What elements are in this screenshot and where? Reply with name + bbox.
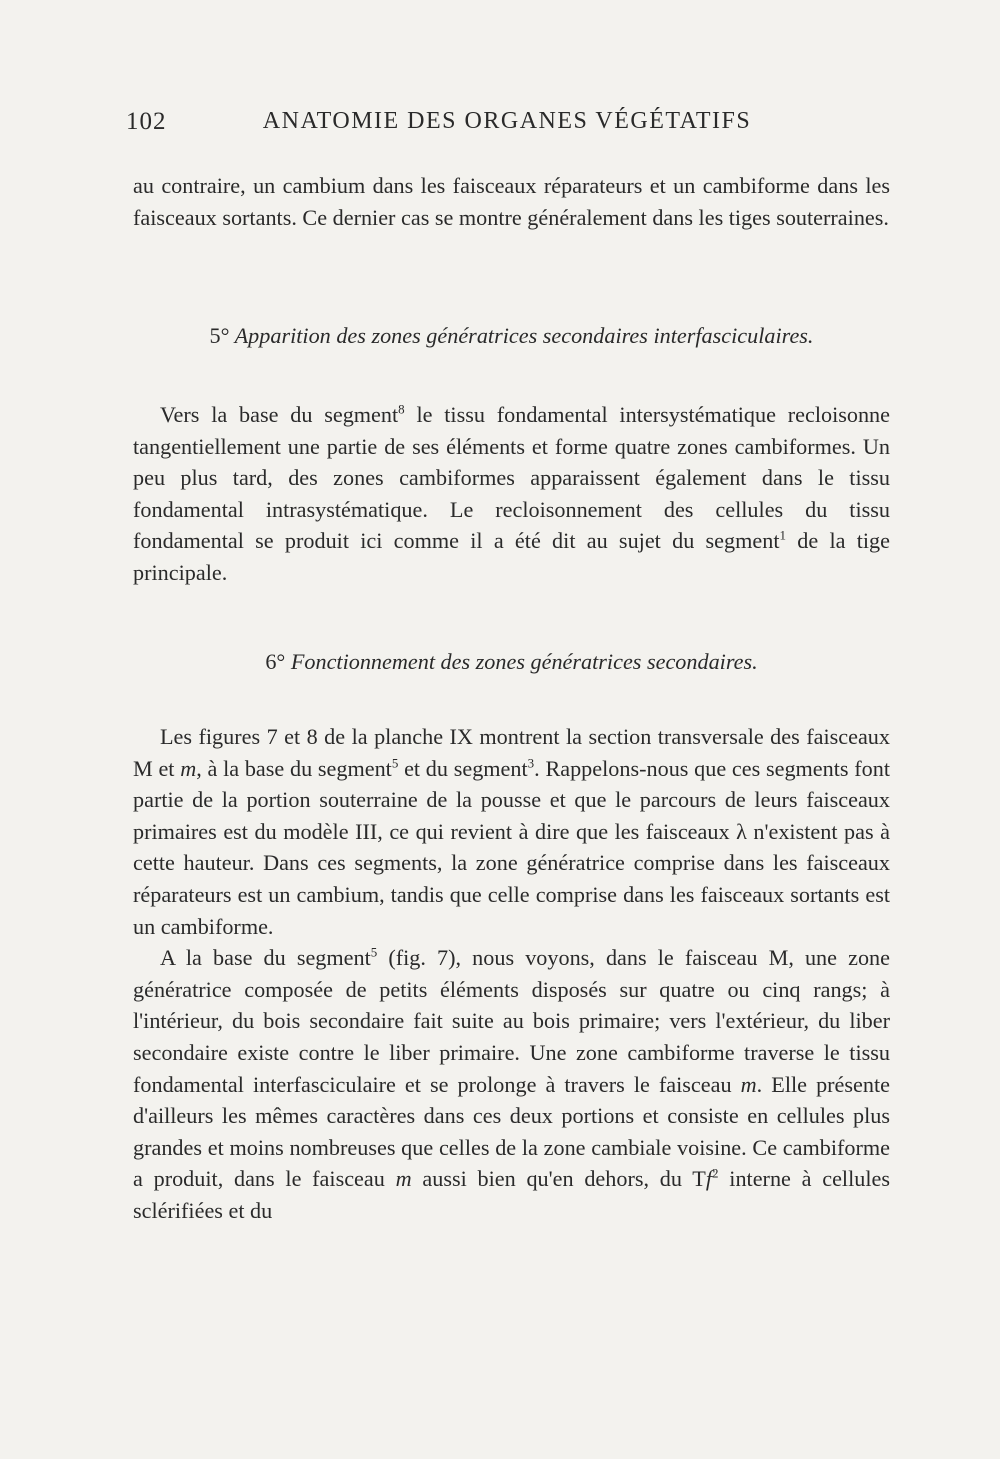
superscript: 5 xyxy=(391,755,399,771)
paragraph-1-text: au contraire, un cambium dans les faisceaux réparateurs et un cambiforme dans les faisceaux sortants. Ce dernier cas se montre généralement dans les tiges souterraines. xyxy=(133,173,890,230)
superscript: 8 xyxy=(398,401,405,417)
paragraphs-3-4 xyxy=(133,721,890,1227)
italic-variable: m xyxy=(180,755,197,781)
text-run: et du segment xyxy=(398,755,528,781)
section-heading-6 xyxy=(133,649,890,675)
text-run: (fig. 7), nous voyons, dans le faisceau M, une zone génératrice composée de petits éléments disposés sur quatre ou cinq rangs; à l'intérieur, du bois secondaire fait suite au bois primaire; vers l'extérieur, du liber secondaire existe contre le liber primaire. Une zone cambiforme traverse le tissu fondamental interfasciculaire et se prolonge à travers le faisceau xyxy=(133,945,890,1097)
paragraph-2-text xyxy=(133,399,890,589)
page-number: 102 xyxy=(126,108,167,135)
section-title: Fonctionnement des zones génératrices secondaires. xyxy=(290,649,758,674)
section-number: 5° xyxy=(209,323,230,348)
italic-variable: f xyxy=(705,1166,713,1192)
running-title: ANATOMIE DES ORGANES VÉGÉTATIFS xyxy=(262,108,752,134)
page-header xyxy=(126,108,888,142)
text-run: , à la base du segment xyxy=(196,755,392,781)
superscript: 1 xyxy=(779,527,786,543)
text-run: aussi bien qu'en dehors, du T xyxy=(411,1166,706,1192)
superscript: 3 xyxy=(527,755,535,771)
text-run: interne à cellules sclérifiées et du xyxy=(133,1166,890,1223)
italic-variable: m xyxy=(740,1071,757,1097)
paragraph-4-text xyxy=(133,942,890,1226)
text-run: Les figures 7 et 8 de la planche IX montrent la section transversale des faisceaux M et xyxy=(133,724,890,781)
text-run: de la tige principale. xyxy=(133,528,890,585)
text-run: Vers la base du segment xyxy=(160,402,399,427)
text-run: le tissu fondamental intersystématique recloisonne tangentiellement une partie de ses éléments et forme quatre zones cambiformes. Un peu plus tard, des zones cambiformes apparaissent également dans le tissu fondamental intrasystématique. Le recloisonnement des cellules du tissu fondamental se produit ici comme il a été dit au sujet du segment xyxy=(133,402,891,554)
section-title: Apparition des zones génératrices secondaires interfasciculaires. xyxy=(234,323,814,348)
text-run: A la base du segment xyxy=(160,945,371,971)
section-heading-5 xyxy=(133,323,890,349)
superscript: 5 xyxy=(370,944,378,960)
superscript: 2 xyxy=(712,1165,719,1181)
text-run: . Rappelons-nous que ces segments font partie de la portion souterraine de la pousse et que le parcours de leurs faisceaux primaires est du modèle III, ce qui revient à dire que les faisceaux λ n'existent pas à cette hauteur. Dans ces segments, la zone génératrice comprise dans les faisceaux réparateurs est un cambium, tandis que celle comprise dans les faisceaux sortants est un cambiforme. xyxy=(133,755,891,939)
text-run: . Elle présente d'ailleurs les mêmes caractères dans ces deux portions et consiste en cellules plus grandes et moins nombreuses que celles de la zone cambiale voisine. Ce cambiforme a produit, dans le faisceau xyxy=(133,1071,890,1192)
paragraph-continuation xyxy=(133,170,890,233)
section-number: 6° xyxy=(265,649,286,674)
paragraph-3-text xyxy=(133,721,890,942)
italic-variable: m xyxy=(395,1166,412,1192)
paragraph-2 xyxy=(133,399,890,589)
